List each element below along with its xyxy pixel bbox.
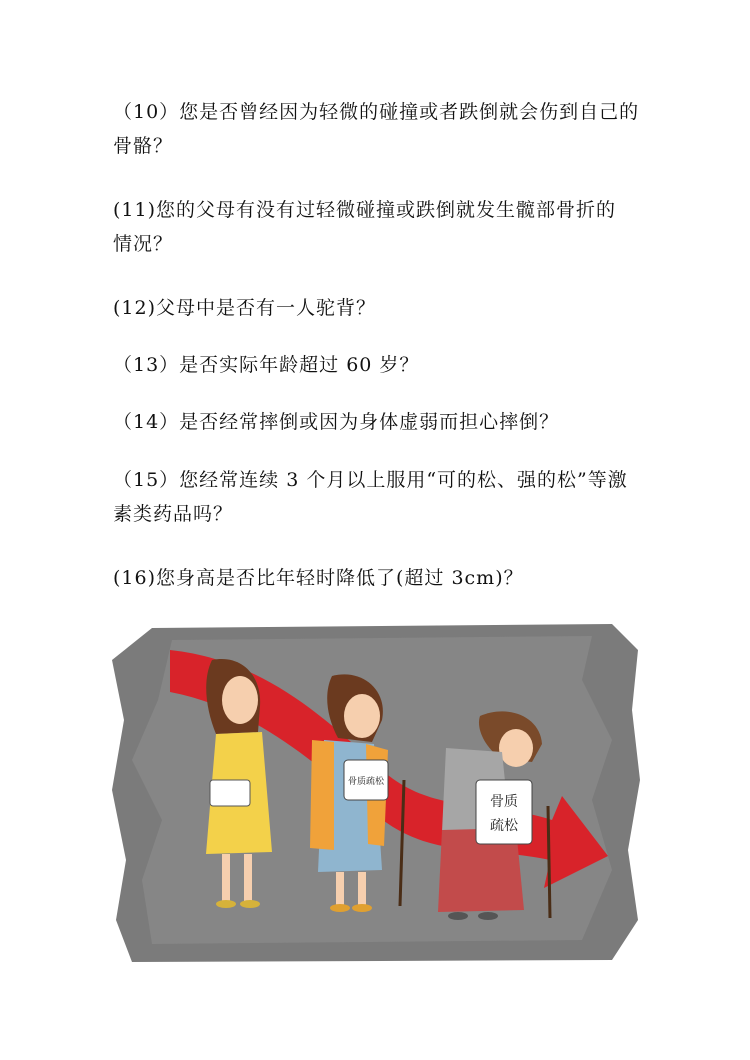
sign-middle: 骨质疏松: [347, 777, 385, 787]
question-11-line2: 情况？: [113, 233, 174, 255]
sign-right-bottom: 疏松: [490, 818, 518, 834]
question-15-line2: 素类药品吗？: [113, 503, 234, 525]
question-16-line1: (16)您身高是否比年轻时降低了(超过 3cm)？: [113, 567, 524, 589]
question-10-line2: 骨骼？: [113, 135, 174, 157]
question-13-line1: （13）是否实际年龄超过 60 岁？: [113, 354, 420, 376]
question-13: [113, 348, 653, 382]
question-12-line1: (12)父母中是否有一人驼背？: [113, 297, 377, 319]
question-14: [113, 405, 653, 439]
question-16: [113, 561, 653, 595]
question-11: [113, 193, 653, 261]
question-10-line1: （10）您是否曾经因为轻微的碰撞或者跌倒就会伤到自己的: [113, 101, 640, 123]
question-11-line1: (11)您的父母有没有过轻微碰撞或跌倒就发生髋部骨折的: [113, 199, 617, 221]
question-12: [113, 291, 653, 325]
question-15: [113, 463, 653, 531]
osteoporosis-illustration: [112, 620, 640, 964]
sign-right-top: 骨质: [490, 794, 518, 810]
question-15-line1: （15）您经常连续 3 个月以上服用“可的松、强的松”等激: [113, 469, 628, 491]
question-10: [113, 95, 653, 163]
question-14-line1: （14）是否经常摔倒或因为身体虚弱而担心摔倒？: [113, 411, 560, 433]
